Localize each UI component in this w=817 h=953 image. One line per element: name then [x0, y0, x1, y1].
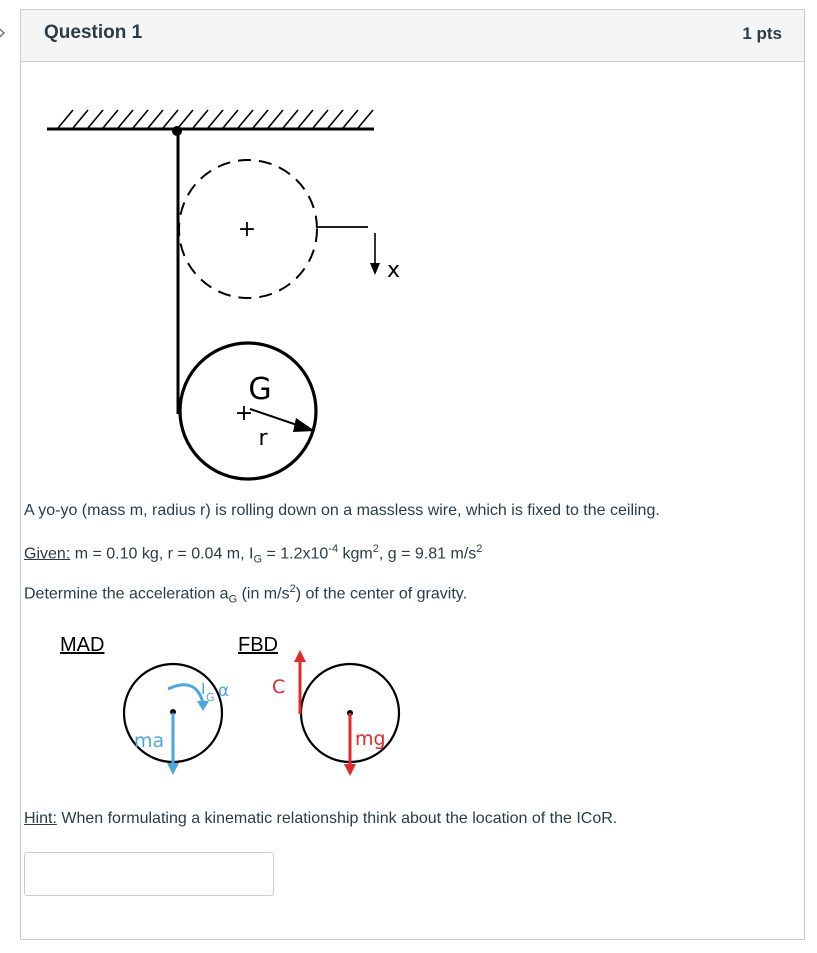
- mg-label: mg: [355, 728, 386, 750]
- problem-statement: A yo-yo (mass m, radius r) is rolling down on a massless wire, which is fixed to the ceiling.: [24, 502, 660, 519]
- given-values: Given: m = 0.10 kg, r = 0.04 m, $I_G = 1.2x10^{-4}$ kgm$^2$, g = 9.81 $m/s^2$: [24, 543, 483, 566]
- c-label: C: [272, 676, 286, 698]
- moment-G-subscript: G: [206, 691, 215, 704]
- mad-label: MAD: [60, 634, 105, 656]
- ma-label: ma: [134, 730, 165, 752]
- hint: Hint: When formulating a kinematic relationship think about the location of the ICoR.: [24, 810, 618, 827]
- moment-I-label: I: [201, 680, 206, 698]
- x-label: x: [387, 258, 401, 283]
- fbd-label: FBD: [238, 634, 278, 656]
- mg-arrowhead: [344, 764, 356, 776]
- answer-input[interactable]: [24, 852, 274, 896]
- determine-prompt: Determine the acceleration $a_G$ (in $m/s^2$) of the center of gravity.: [24, 583, 468, 606]
- G-label: G: [248, 372, 272, 407]
- moment-arrow-arc: [168, 685, 203, 703]
- yoyo-center-plus: +: [234, 401, 254, 426]
- question-title: Question 1: [44, 22, 143, 43]
- initial-center-plus: +: [237, 217, 257, 242]
- r-label: r: [258, 426, 268, 451]
- alpha-label: α: [218, 681, 230, 701]
- question-points: 1 pts: [742, 24, 782, 43]
- tension-arrowhead: [294, 650, 306, 662]
- ma-arrowhead: [167, 763, 179, 775]
